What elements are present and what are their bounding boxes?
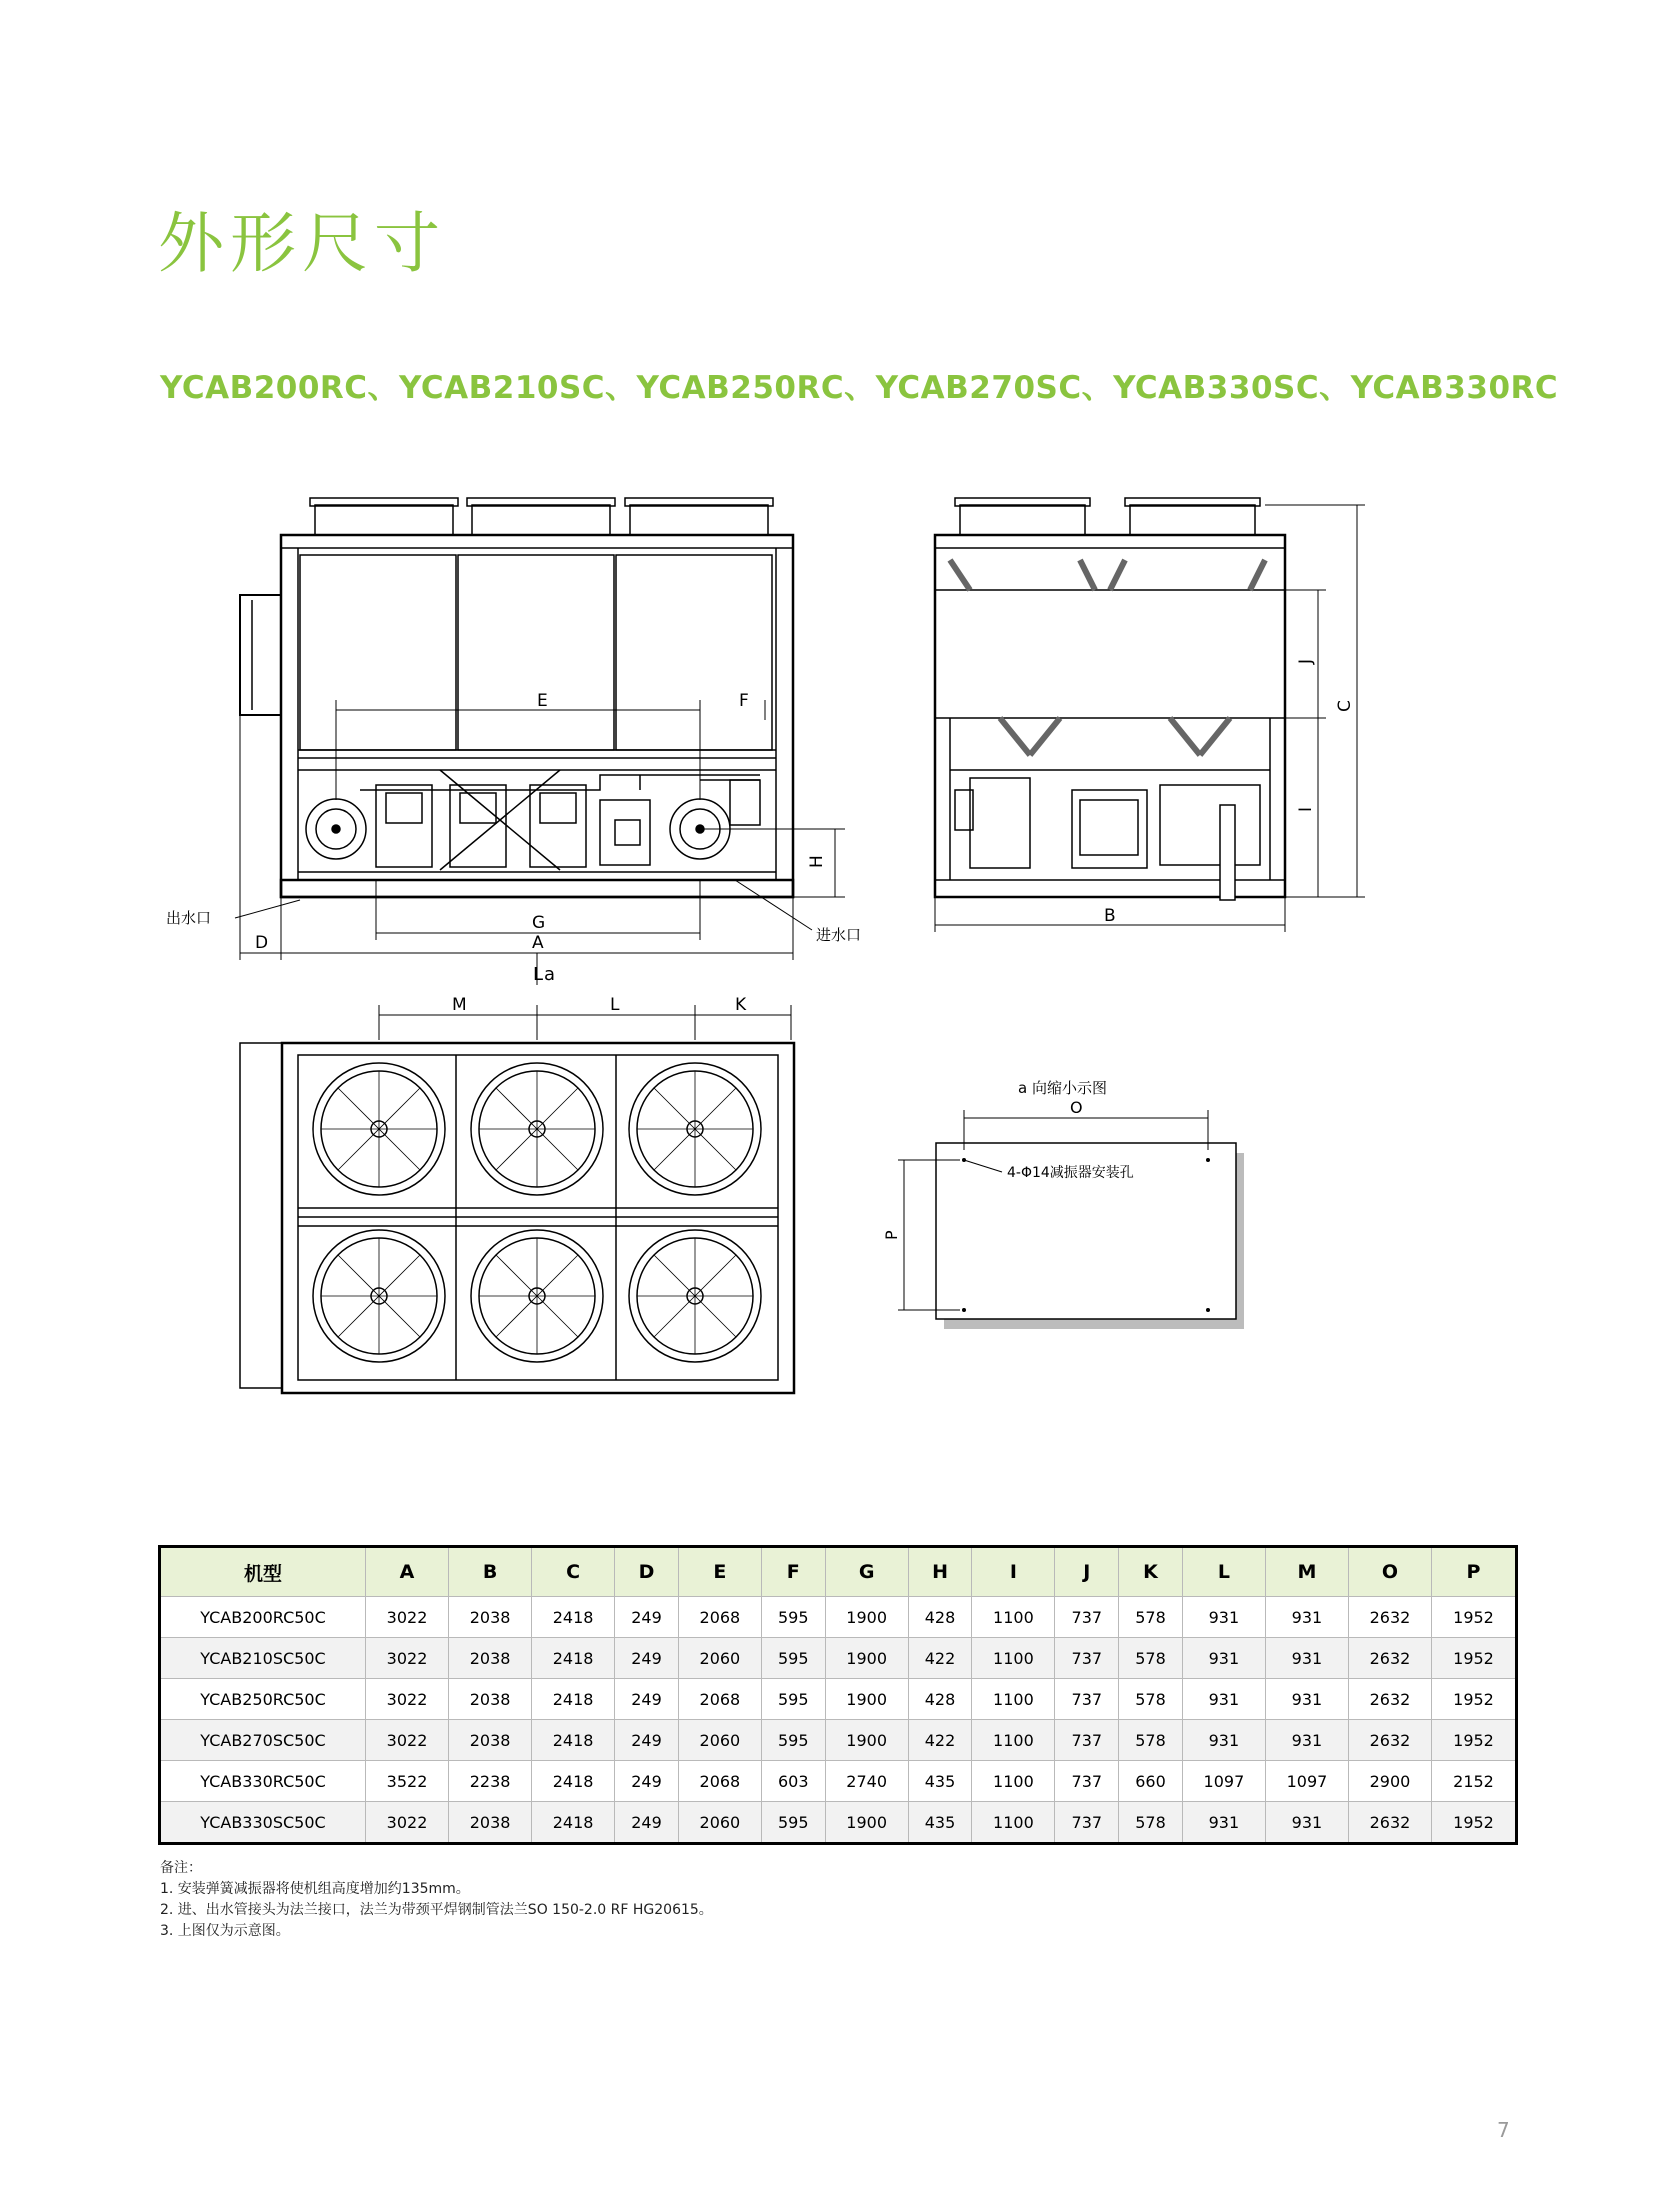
dim-label-B: B [1104, 906, 1116, 926]
table-cell: 3022 [366, 1597, 449, 1638]
table-cell: 2060 [678, 1720, 761, 1761]
table-cell: 737 [1055, 1802, 1119, 1844]
note-item: 3. 上图仅为示意图。 [160, 1923, 290, 1939]
table-cell: 1097 [1182, 1761, 1265, 1802]
table-cell: 1952 [1432, 1679, 1517, 1720]
table-cell: 1900 [825, 1597, 908, 1638]
table-cell: 1952 [1432, 1597, 1517, 1638]
table-cell: 931 [1182, 1638, 1265, 1679]
view-arrow-letter: a [544, 964, 556, 985]
dim-label-M: M [452, 995, 467, 1015]
table-cell: 2632 [1348, 1679, 1431, 1720]
mounting-plan-view [882, 1079, 1244, 1329]
dim-label-G: G [532, 913, 546, 933]
table-cell: 737 [1055, 1638, 1119, 1679]
table-cell: 2900 [1348, 1761, 1431, 1802]
page-title: 外形尺寸 [158, 205, 446, 282]
table-cell: 2632 [1348, 1720, 1431, 1761]
table-cell: 1952 [1432, 1802, 1517, 1844]
table-cell: 931 [1265, 1638, 1348, 1679]
table-header: E [678, 1547, 761, 1597]
table-header: M [1265, 1547, 1348, 1597]
table-header: J [1055, 1547, 1119, 1597]
table-cell: 931 [1265, 1802, 1348, 1844]
table-cell: 660 [1119, 1761, 1183, 1802]
table-header: C [532, 1547, 615, 1597]
table-cell: 578 [1119, 1597, 1183, 1638]
table-cell: 737 [1055, 1761, 1119, 1802]
table-cell: 2418 [532, 1597, 615, 1638]
table-cell: 931 [1182, 1679, 1265, 1720]
table-cell: 422 [908, 1638, 972, 1679]
table-cell: 595 [761, 1679, 825, 1720]
front-view-labels [166, 691, 861, 985]
table-cell: 2418 [532, 1720, 615, 1761]
notes-section [160, 1858, 713, 1942]
dim-label-H: H [807, 855, 827, 868]
table-header: B [449, 1547, 532, 1597]
table-cell: 3022 [366, 1638, 449, 1679]
dim-label-A: A [532, 933, 544, 953]
table-cell: 428 [908, 1597, 972, 1638]
table-cell: 595 [761, 1638, 825, 1679]
table-cell: 595 [761, 1720, 825, 1761]
table-cell: 2632 [1348, 1638, 1431, 1679]
table-cell: 1900 [825, 1638, 908, 1679]
plan-view-title: a 向缩小示图 [1018, 1079, 1107, 1097]
page-number: 7 [1497, 2118, 1510, 2142]
table-cell: 603 [761, 1761, 825, 1802]
mounting-hole-label: 4-Φ14减振器安装孔 [1007, 1165, 1134, 1181]
dim-label-L: L [610, 995, 620, 1015]
table-header: P [1432, 1547, 1517, 1597]
table-cell: 2038 [449, 1597, 532, 1638]
table-cell: 737 [1055, 1597, 1119, 1638]
table-cell: 2632 [1348, 1597, 1431, 1638]
table-cell: 422 [908, 1720, 972, 1761]
table-cell: 1100 [972, 1597, 1055, 1638]
model-list-subtitle: YCAB200RC、YCAB210SC、YCAB250RC、YCAB270SC、YCAB330SC、YCAB330RC [160, 370, 1559, 406]
table-header-row [160, 1547, 1517, 1597]
table-cell: 3522 [366, 1761, 449, 1802]
dim-label-O: O [1070, 1098, 1083, 1117]
table-cell: 2238 [449, 1761, 532, 1802]
table-cell: 737 [1055, 1679, 1119, 1720]
table-cell: 249 [615, 1720, 679, 1761]
table-cell: 3022 [366, 1720, 449, 1761]
table-cell: 578 [1119, 1638, 1183, 1679]
table-header: H [908, 1547, 972, 1597]
table-cell: 435 [908, 1802, 972, 1844]
dim-label-K: K [735, 995, 747, 1015]
table-cell-model: YCAB330RC50C [160, 1761, 366, 1802]
dimension-table [158, 1545, 1518, 1845]
table-cell: 1097 [1265, 1761, 1348, 1802]
top-view [240, 1043, 794, 1393]
table-cell: 249 [615, 1802, 679, 1844]
table-cell: 435 [908, 1761, 972, 1802]
table-cell: 2038 [449, 1638, 532, 1679]
table-header: L [1182, 1547, 1265, 1597]
dim-label-C: C [1335, 700, 1355, 712]
side-view [935, 498, 1285, 900]
table-cell: 931 [1265, 1720, 1348, 1761]
table-header: K [1119, 1547, 1183, 1597]
table-cell: 578 [1119, 1720, 1183, 1761]
table-header: A [366, 1547, 449, 1597]
table-header: G [825, 1547, 908, 1597]
dim-label-F: F [739, 691, 749, 711]
table-cell: 3022 [366, 1679, 449, 1720]
table-row [160, 1720, 1517, 1761]
table-cell: 2038 [449, 1720, 532, 1761]
table-cell: 249 [615, 1679, 679, 1720]
table-cell: 2418 [532, 1802, 615, 1844]
table-cell: 595 [761, 1802, 825, 1844]
table-row [160, 1802, 1517, 1844]
table-cell: 3022 [366, 1802, 449, 1844]
table-cell: 1900 [825, 1802, 908, 1844]
table-header: 机型 [160, 1547, 366, 1597]
table-row [160, 1679, 1517, 1720]
table-cell: 578 [1119, 1679, 1183, 1720]
table-header: D [615, 1547, 679, 1597]
table-cell: 931 [1265, 1679, 1348, 1720]
table-cell: 1900 [825, 1720, 908, 1761]
table-cell-model: YCAB330SC50C [160, 1802, 366, 1844]
table-row [160, 1761, 1517, 1802]
table-cell: 1900 [825, 1679, 908, 1720]
table-cell: 428 [908, 1679, 972, 1720]
table-cell: 2418 [532, 1679, 615, 1720]
table-cell: 2038 [449, 1802, 532, 1844]
table-row [160, 1597, 1517, 1638]
dim-label-E: E [537, 691, 548, 711]
table-cell: 2632 [1348, 1802, 1431, 1844]
table-row [160, 1638, 1517, 1679]
table-cell: 249 [615, 1638, 679, 1679]
inlet-label: 进水口 [816, 926, 862, 944]
table-cell: 1952 [1432, 1720, 1517, 1761]
table-header: O [1348, 1547, 1431, 1597]
table-cell: 931 [1182, 1802, 1265, 1844]
table-cell: 2740 [825, 1761, 908, 1802]
table-cell: 931 [1182, 1720, 1265, 1761]
table-cell: 2060 [678, 1638, 761, 1679]
view-arrow-label: L [533, 964, 544, 985]
front-view [240, 498, 793, 897]
table-cell: 578 [1119, 1802, 1183, 1844]
table-cell: 2068 [678, 1597, 761, 1638]
note-item: 2. 进、出水管接头为法兰接口，法兰为带颈平焊钢制管法兰SO 150-2.0 RF HG20615。 [160, 1902, 713, 1918]
dim-label-P: P [882, 1230, 901, 1240]
table-cell: 2418 [532, 1638, 615, 1679]
note-item: 1. 安装弹簧减振器将使机组高度增加约135mm。 [160, 1881, 470, 1897]
table-cell: 2418 [532, 1761, 615, 1802]
top-view-labels [452, 995, 747, 1015]
table-cell: 2068 [678, 1761, 761, 1802]
table-cell: 2152 [1432, 1761, 1517, 1802]
table-cell: 595 [761, 1597, 825, 1638]
table-cell: 1952 [1432, 1638, 1517, 1679]
notes-heading: 备注： [160, 1860, 202, 1876]
table-header: F [761, 1547, 825, 1597]
table-cell: 1100 [972, 1638, 1055, 1679]
table-cell: 2038 [449, 1679, 532, 1720]
table-cell: 1100 [972, 1802, 1055, 1844]
table-cell-model: YCAB210SC50C [160, 1638, 366, 1679]
dim-label-J: J [1296, 658, 1316, 664]
table-cell: 249 [615, 1597, 679, 1638]
dim-label-D: D [255, 933, 269, 953]
table-header: I [972, 1547, 1055, 1597]
table-cell: 2068 [678, 1679, 761, 1720]
table-cell-model: YCAB200RC50C [160, 1597, 366, 1638]
table-cell: 737 [1055, 1720, 1119, 1761]
table-cell: 931 [1182, 1597, 1265, 1638]
outlet-label: 出水口 [166, 909, 212, 927]
table-cell: 2060 [678, 1802, 761, 1844]
table-cell: 931 [1265, 1597, 1348, 1638]
table-cell: 1100 [972, 1720, 1055, 1761]
table-cell-model: YCAB270SC50C [160, 1720, 366, 1761]
table-cell: 249 [615, 1761, 679, 1802]
table-cell: 1100 [972, 1761, 1055, 1802]
table-cell: 1100 [972, 1679, 1055, 1720]
table-cell-model: YCAB250RC50C [160, 1679, 366, 1720]
top-view-dimensions [379, 1005, 791, 1040]
dim-label-I: I [1296, 806, 1316, 812]
